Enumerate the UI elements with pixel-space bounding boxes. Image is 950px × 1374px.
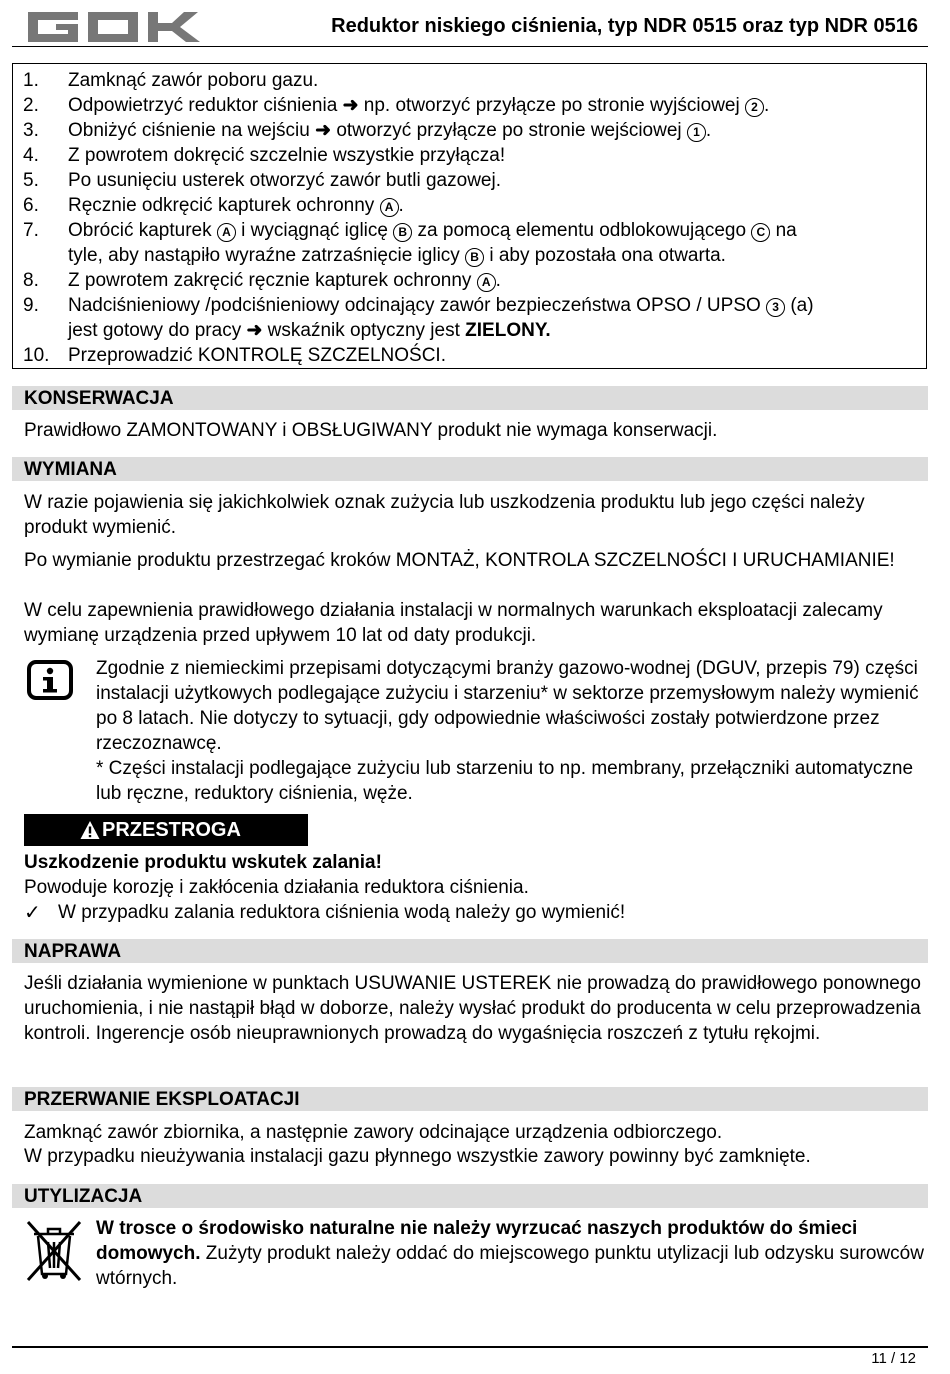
page-number: 11 / 12 xyxy=(871,1350,916,1367)
crossed-out-bin-icon xyxy=(24,1218,84,1284)
circled-marker: 1 xyxy=(687,123,706,142)
warning-triangle-icon xyxy=(80,820,100,840)
step-number: 1. xyxy=(23,70,39,91)
check-icon: ✓ xyxy=(24,902,41,924)
przerwanie-paragraph-2: W przypadku nieużywania instalacji gazu płynnego wszystkie zawory powinny być zamknięte. xyxy=(24,1146,811,1167)
section-heading: WYMIANA xyxy=(24,459,117,480)
circled-marker: B xyxy=(393,223,412,242)
arrow-right-icon: ➜ xyxy=(246,320,263,341)
step-number: 3. xyxy=(23,120,39,141)
arrow-right-icon: ➜ xyxy=(342,95,359,116)
section-utylizacja xyxy=(12,1184,928,1208)
info-note-text: Zgodnie z niemieckimi przepisami dotyczącymi branży gazowo-wodnej (DGUV, przepis 79) części instalacji użytkowych podlegające zużyciu i starzeniu* w sektorze przemysłowym należy wymienić po 8 latach. Nie dotyczy to sytuacji, gdy odpowiednie właściwości zostały potwierdzone przez rzeczoznawcę. xyxy=(96,658,919,754)
info-icon xyxy=(26,659,74,701)
status-green-label: ZIELONY xyxy=(465,320,546,341)
info-note-footnote: * Części instalacji podlegające zużyciu lub starzeniu to np. membrany, przełączniki automatyczne lub ręczne, reduktory ciśnienia, węże. xyxy=(96,758,914,804)
warning-text: Powoduje korozję i zakłócenia działania reduktora ciśnienia. xyxy=(24,877,529,898)
step-text-part: na xyxy=(770,220,797,241)
step-text: Po usunięciu usterek otworzyć zawór butli gazowej. xyxy=(68,170,501,191)
section-przerwanie-eksploatacji xyxy=(12,1087,928,1111)
section-naprawa xyxy=(12,939,928,963)
step-text-part: . xyxy=(398,195,404,216)
circled-marker: A xyxy=(380,198,399,217)
section-heading: UTYLIZACJA xyxy=(24,1186,143,1207)
step-text-part: jest gotowy do pracy xyxy=(68,320,247,341)
step-text-part: wskaźnik optyczny jest xyxy=(262,320,466,341)
step-number: 6. xyxy=(23,195,39,216)
step-number: 10. xyxy=(23,345,50,366)
step-text-part: i wyciągnąć iglicę xyxy=(235,220,394,241)
step-number: 9. xyxy=(23,295,39,316)
footer-divider xyxy=(12,1346,928,1348)
przerwanie-paragraph-1: Zamknąć zawór zbiornika, a następnie zawory odcinające urządzenia odbiorczego. xyxy=(24,1122,723,1143)
step-text-part: np. otworzyć przyłącze po stronie wyjściowej xyxy=(358,95,745,116)
step-text: Przeprowadzić KONTROLĘ SZCZELNOŚCI. xyxy=(68,345,446,366)
section-wymiana xyxy=(12,457,928,481)
page-header xyxy=(12,4,928,47)
step-text xyxy=(68,193,918,218)
step-number: 7. xyxy=(23,220,39,241)
step-text-part: . xyxy=(495,270,501,291)
step-text: Zamknąć zawór poboru gazu. xyxy=(68,70,319,91)
circled-marker: A xyxy=(477,273,496,292)
step-text-part: Z powrotem zakręcić ręcznie kapturek ochronny xyxy=(68,270,477,291)
step-number: 2. xyxy=(23,95,39,116)
circled-marker: 2 xyxy=(745,98,764,117)
utylizacja-regular-text: Zużyty produkt należy oddać do miejscowego punktu utylizacji lub odzysku surowców wtórnych. xyxy=(96,1243,924,1289)
step-text-part: . xyxy=(763,95,770,116)
step-text-part: . xyxy=(705,120,712,141)
step-number: 5. xyxy=(23,170,39,191)
circled-marker: A xyxy=(217,223,236,242)
step-text-part: Ręcznie odkręcić kapturek ochronny xyxy=(68,195,380,216)
step-number: 8. xyxy=(23,270,39,291)
section-konserwacja xyxy=(12,386,928,410)
step-text-part: za pomocą elementu odblokowującego xyxy=(412,220,752,241)
step-text: Z powrotem dokręcić szczelnie wszystkie przyłącza! xyxy=(68,145,506,166)
circled-marker: C xyxy=(751,223,770,242)
circled-marker: B xyxy=(465,248,484,267)
step-number: 4. xyxy=(23,145,39,166)
section-heading: KONSERWACJA xyxy=(24,388,174,409)
steps-box xyxy=(12,63,927,369)
step-text xyxy=(68,268,918,293)
step-text-part: Odpowietrzyć reduktor ciśnienia xyxy=(68,95,338,116)
section-heading: NAPRAWA xyxy=(24,941,122,962)
warning-banner xyxy=(24,814,308,846)
wymiana-paragraph-2: Po wymianie produktu przestrzegać kroków MONTAŻ, KONTROLA SZCZELNOŚCI I URUCHAMIANIE! xyxy=(24,550,895,571)
step-text xyxy=(68,93,918,118)
step-text-part: i aby pozostała ona otwarta. xyxy=(484,245,726,266)
step-text xyxy=(68,218,918,268)
arrow-right-icon: ➜ xyxy=(315,120,332,141)
step-text-part: otworzyć przyłącze po stronie wejściowej xyxy=(331,120,687,141)
step-text-part: (a) xyxy=(785,295,814,316)
gok-logo xyxy=(26,10,210,44)
wymiana-paragraph-1: W razie pojawienia się jakichkolwiek oznak zużycia lub uszkodzenia produktu lub jego części należy produkt wymienić. xyxy=(24,492,865,538)
step-text-part: Obniżyć ciśnienie na wejściu xyxy=(68,120,316,141)
document-title: Reduktor niskiego ciśnienia, typ NDR 0515 oraz typ NDR 0516 xyxy=(331,15,918,37)
warning-label: PRZESTROGA xyxy=(102,819,241,841)
circled-marker: 3 xyxy=(766,298,785,317)
wymiana-paragraph-3: W celu zapewnienia prawidłowego działania instalacji w normalnych warunkach eksploatacji zalecamy wymianę urządzenia przed upływem 10 lat od daty produkcji. xyxy=(24,600,883,646)
step-text-part: . xyxy=(545,320,551,341)
konserwacja-text: Prawidłowo ZAMONTOWANY i OBSŁUGIWANY produkt nie wymaga konserwacji. xyxy=(24,420,718,441)
step-text xyxy=(68,293,918,343)
utylizacja-text xyxy=(96,1216,926,1291)
utylizacja-bold-text: W trosce o środowisko naturalne nie należy wyrzucać naszych produktów do śmieci domowych. xyxy=(96,1218,858,1264)
step-text-part: tyle, aby nastąpiło wyraźne zatrzaśnięcie iglicy xyxy=(68,245,466,266)
section-heading: PRZERWANIE EKSPLOATACJI xyxy=(24,1089,300,1110)
naprawa-text: Jeśli działania wymienione w punktach USUWANIE USTEREK nie prowadzą do prawidłowego ponownego uruchomienia, i nie nastąpił błąd w doborze, należy wysłać produkt do producenta w celu przeprowadzenia kontroli. Ingerencje osób nieuprawnionych prowadzą do wygaśnięcia roszczeń z tytułu rękojmi. xyxy=(24,973,921,1044)
step-text-part: Nadciśnieniowy /podciśnieniowy odcinający zawór bezpieczeństwa OPSO / UPSO xyxy=(68,295,767,316)
step-text xyxy=(68,118,918,143)
step-text-part: Obrócić kapturek xyxy=(68,220,217,241)
info-note xyxy=(96,656,926,806)
warning-action: W przypadku zalania reduktora ciśnienia wodą należy go wymienić! xyxy=(58,902,626,923)
warning-title: Uszkodzenie produktu wskutek zalania! xyxy=(24,852,382,873)
